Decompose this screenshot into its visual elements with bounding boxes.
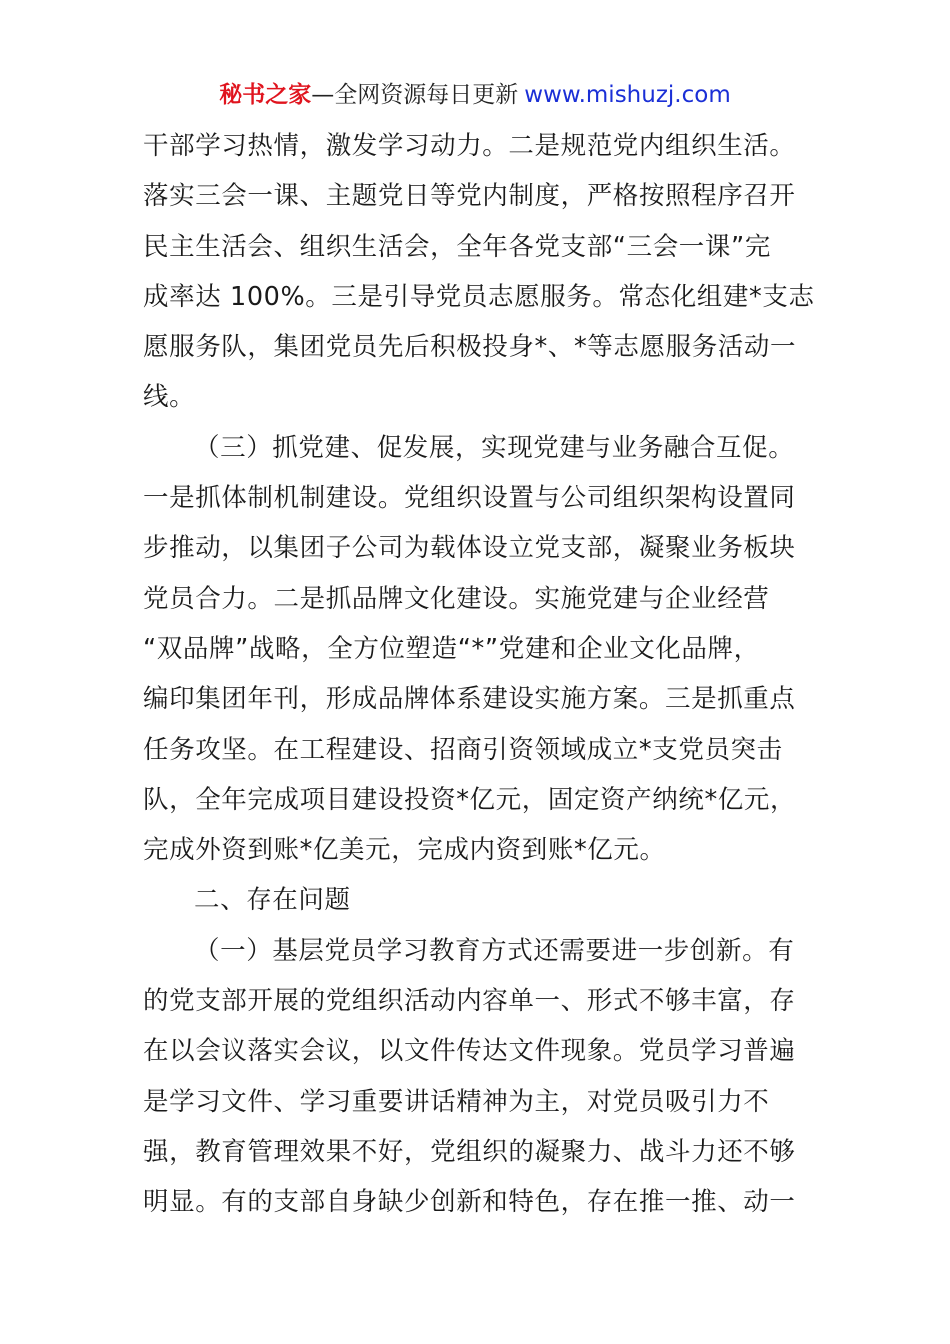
header-slogan: —全网资源每日更新	[311, 82, 519, 108]
body-line: 任务攻坚。在工程建设、招商引资领域成立*支党员突击	[143, 734, 783, 765]
body-line: 党员合力。二是抓品牌文化建设。实施党建与企业经营	[143, 583, 770, 614]
body-line: 队，全年完成项目建设投资*亿元，固定资产纳统*亿元，	[143, 784, 797, 815]
body-line: 在以会议落实会议，以文件传达文件现象。党员学习普遍	[143, 1036, 796, 1067]
body-line: 落实三会一课、主题党日等党内制度，严格按照程序召开	[143, 181, 796, 212]
site-url[interactable]: www.mishuzj.com	[524, 82, 731, 108]
section-heading: （一）基层党员学习教育方式还需要进一步创新。有	[194, 935, 795, 966]
body-line: 步推动，以集团子公司为载体设立党支部，凝聚业务板块	[143, 533, 796, 564]
body-line: 成率达 100%。三是引导党员志愿服务。常态化组建*支志	[143, 281, 815, 312]
body-line: 干部学习热情，激发学习动力。二是规范党内组织生活。	[143, 131, 796, 161]
body-line: 是学习文件、学习重要讲话精神为主，对党员吸引力不	[143, 1086, 770, 1117]
body-line: 民主生活会、组织生活会，全年各党支部“三会一课”完	[143, 231, 771, 262]
document-body	[143, 121, 815, 1228]
body-line: 一是抓体制机制建设。党组织设置与公司组织架构设置同	[143, 483, 796, 514]
body-line: 编印集团年刊，形成品牌体系建设实施方案。三是抓重点	[143, 684, 796, 715]
section-heading: （三）抓党建、促发展，实现党建与业务融合互促。	[194, 432, 795, 463]
body-line: “双品牌”战略，全方位塑造“*”党建和企业文化品牌，	[143, 633, 760, 664]
brand-name: 秘书之家	[219, 82, 312, 108]
body-line: 强，教育管理效果不好，党组织的凝聚力、战斗力还不够	[143, 1136, 796, 1167]
body-line: 完成外资到账*亿美元，完成内资到账*亿元。	[143, 835, 666, 866]
section-title: 二、存在问题	[194, 885, 351, 916]
body-line: 的党支部开展的党组织活动内容单一、形式不够丰富，存	[143, 986, 796, 1017]
body-line: 明显。有的支部自身缺少创新和特色，存在推一推、动一	[143, 1187, 796, 1218]
page-header	[0, 79, 950, 111]
body-line: 线。	[143, 382, 196, 413]
body-line: 愿服务队，集团党员先后积极投身*、*等志愿服务活动一	[143, 332, 797, 363]
